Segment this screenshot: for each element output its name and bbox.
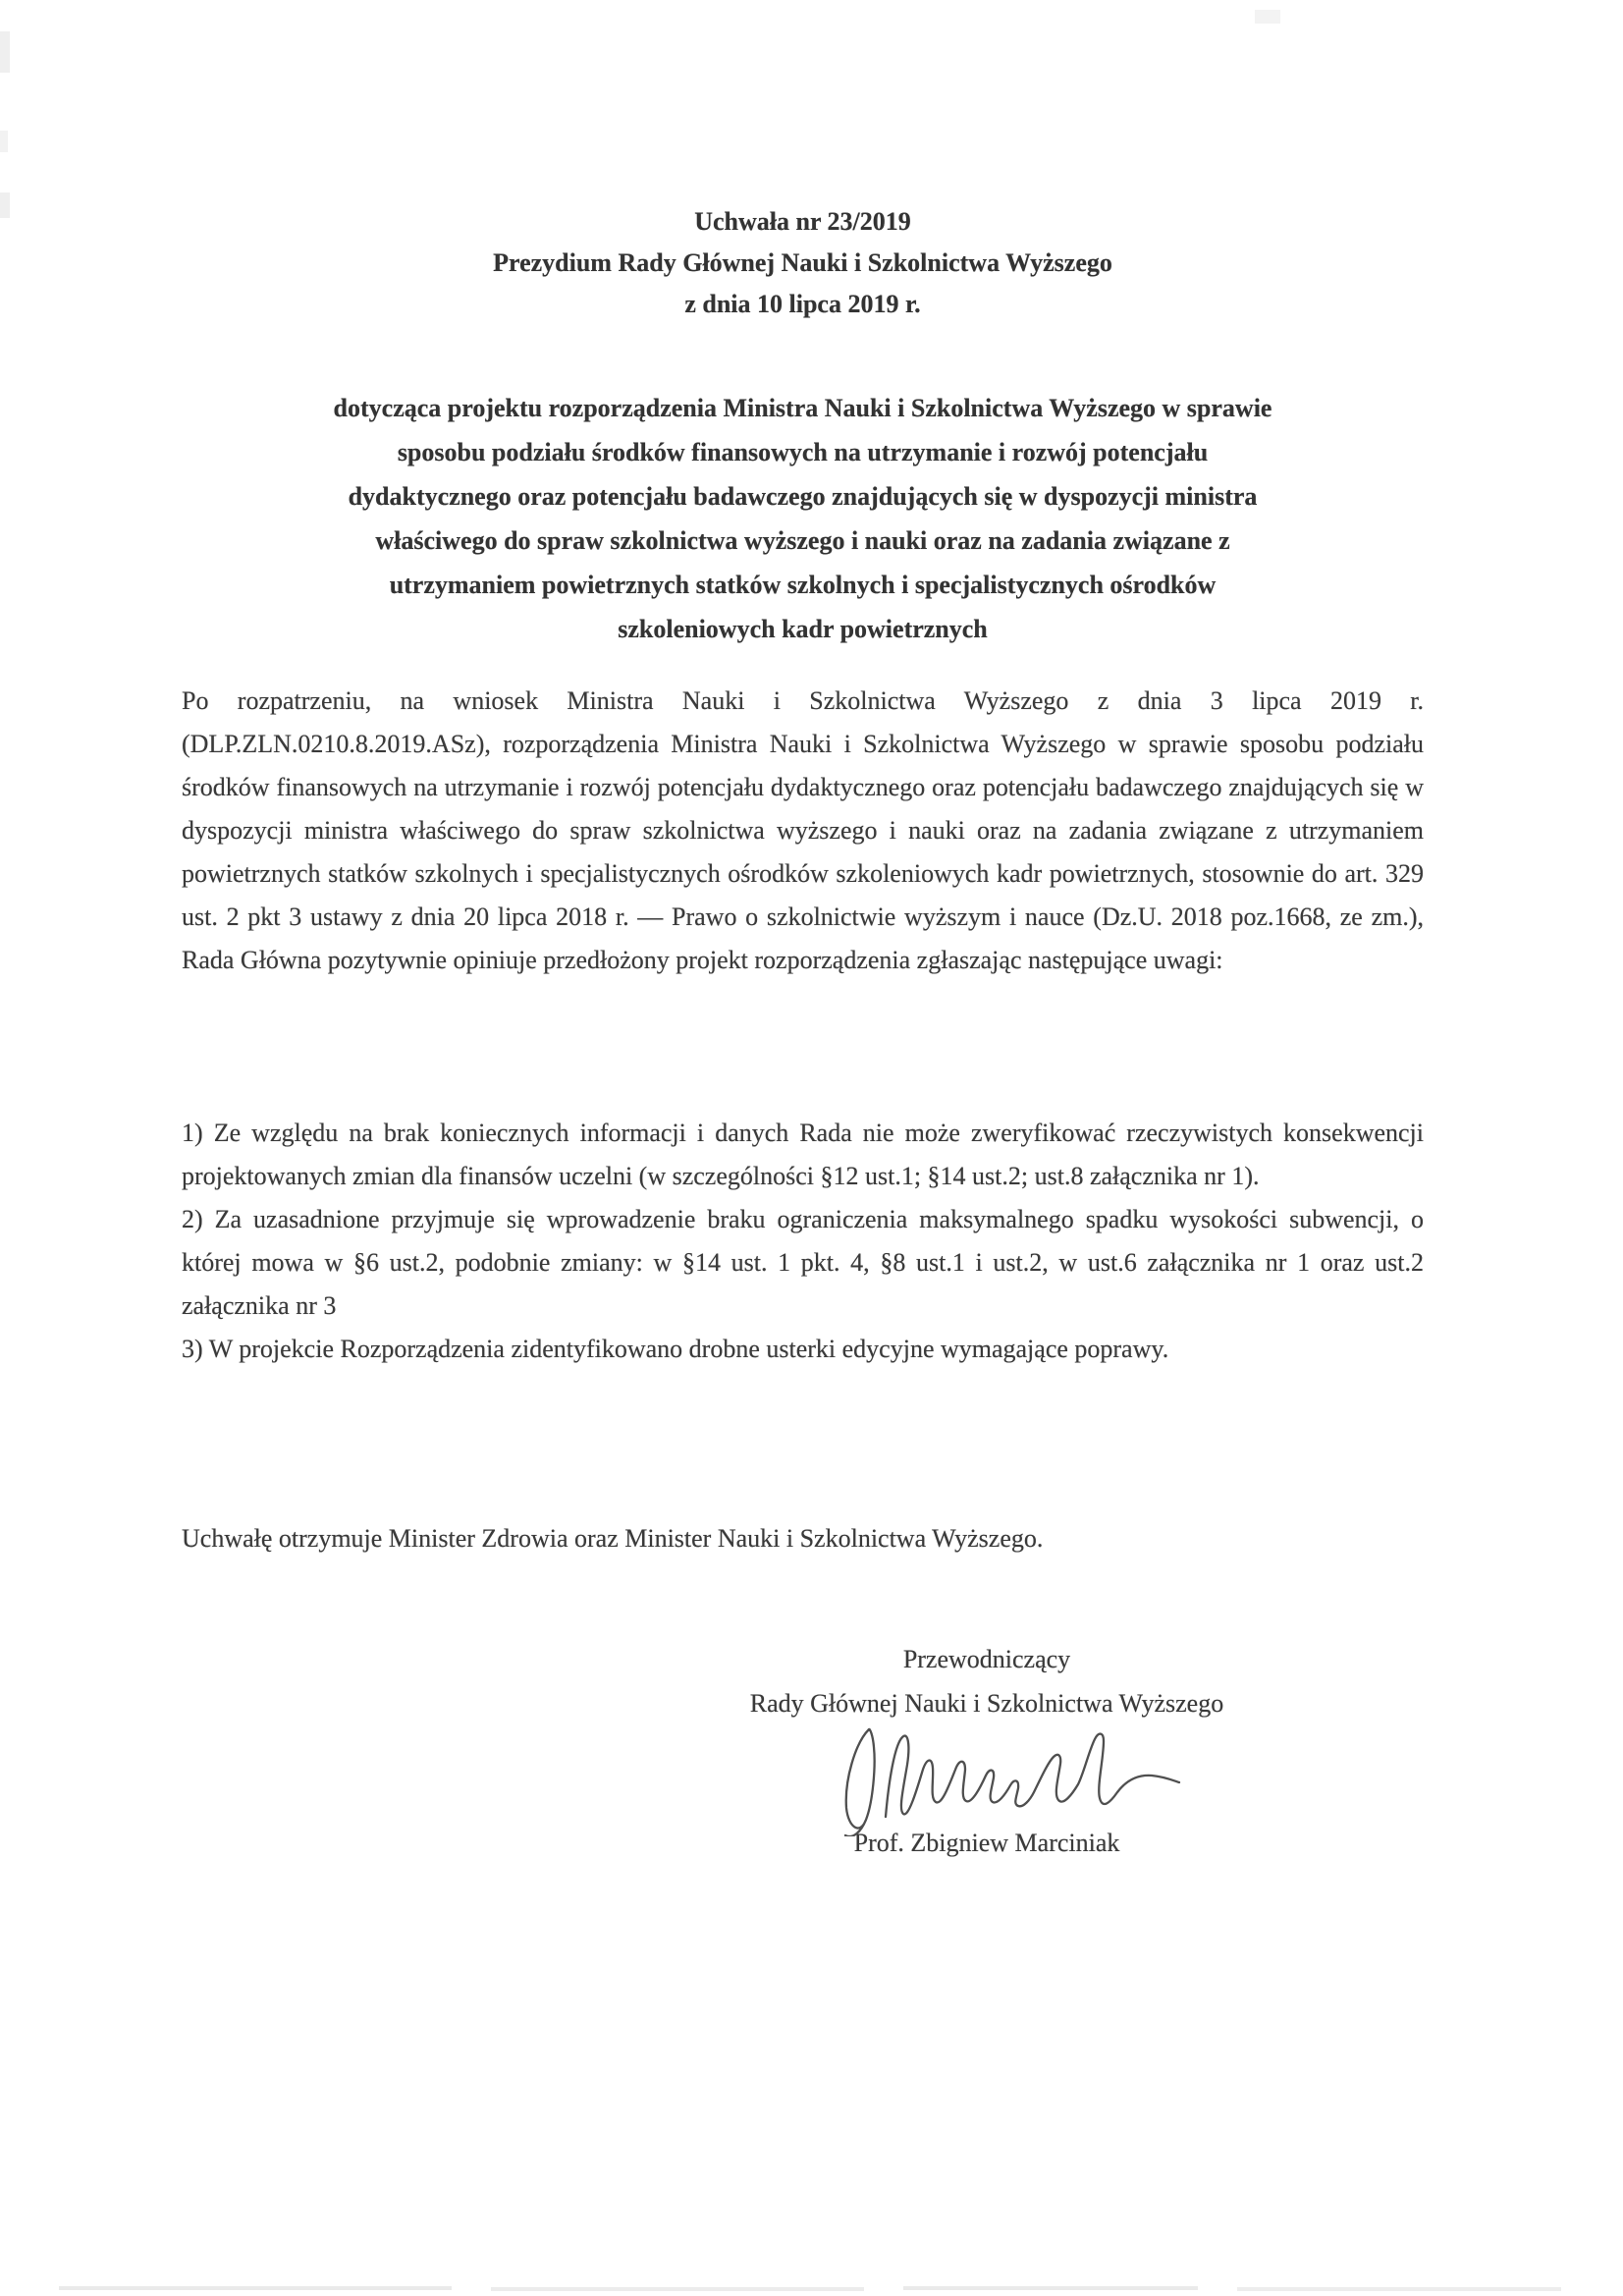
title-line-2: Prezydium Rady Głównej Nauki i Szkolnictwa Wyższego — [493, 248, 1112, 277]
scan-artifact — [1237, 2287, 1561, 2291]
scan-artifact — [59, 2286, 452, 2290]
scan-artifact — [0, 192, 10, 218]
remarks-list — [182, 1112, 1424, 1371]
signature-name: Prof. Zbigniew Marciniak — [853, 1829, 1120, 1857]
scan-artifact — [0, 31, 10, 73]
remark-item-2: 2) Za uzasadnione przyjmuje się wprowadzenie braku ograniczenia maksymalnego spadku wysokości subwencji, o której mowa w §6 ust.2, podobnie zmiany: w §14 ust. 1 pkt. 4, §8 ust.1 i ust.2, w ust.6 załącznika nr 1 oraz ust.2 załącznika nr 3 — [182, 1205, 1424, 1320]
signature-role-line-1: Przewodniczący — [902, 1645, 1071, 1673]
subject-line-2: sposobu podziału środków finansowych na utrzymanie i rozwój potencjału — [397, 438, 1209, 466]
body-paragraph: Po rozpatrzeniu, na wniosek Ministra Nauki i Szkolnictwa Wyższego z dnia 3 lipca 2019 r. (DLP.ZLN.0210.8.2019.ASz), rozporządzenia Ministra Nauki i Szkolnictwa Wyższego w sprawie sposobu podziału środków finansowych na utrzymanie i rozwój potencjału dydaktycznego oraz potencjału badawczego znajdujących się w dyspozycji ministra właściwego do spraw szkolnictwa wyższego i nauki oraz na zadania związane z utrzymaniem powietrznych statków szkolnych i specjalistycznych ośrodków szkoleniowych kadr powietrznych, stosownie do art. 329 ust. 2 pkt 3 ustawy z dnia 20 lipca 2018 r. — Prawo o szkolnictwie wyższym i nauce (Dz.U. 2018 poz.1668, ze zm.), Rada Główna pozytywnie opiniuje przedłożony projekt rozporządzenia zgłaszając następujące uwagi: — [182, 686, 1424, 974]
signature-block — [628, 1637, 1345, 1865]
title-line-1: Uchwała nr 23/2019 — [694, 207, 911, 236]
subject-line-5: utrzymaniem powietrznych statków szkolnych i specjalistycznych ośrodków — [389, 571, 1217, 599]
document-subject — [182, 386, 1424, 651]
document-title — [182, 201, 1424, 325]
signature-role-line-2: Rady Głównej Nauki i Szkolnictwa Wyższego — [749, 1689, 1224, 1718]
subject-line-4: właściwego do spraw szkolnictwa wyższego i nauki oraz na zadania związane z — [375, 526, 1230, 555]
subject-line-1: dotycząca projektu rozporządzenia Ministra Nauki i Szkolnictwa Wyższego w sprawie — [333, 394, 1272, 422]
handwritten-signature-icon — [832, 1723, 1185, 1836]
subject-line-6: szkoleniowych kadr powietrznych — [618, 615, 988, 643]
scan-artifact — [491, 2287, 864, 2291]
scan-artifact — [903, 2286, 1198, 2290]
scan-artifact — [0, 131, 8, 152]
closing-line: Uchwałę otrzymuje Minister Zdrowia oraz Minister Nauki i Szkolnictwa Wyższego. — [182, 1524, 1044, 1553]
subject-line-3: dydaktycznego oraz potencjału badawczego znajdujących się w dyspozycji ministra — [348, 482, 1258, 511]
scan-artifact — [1255, 10, 1280, 24]
remark-item-1: 1) Ze względu na brak koniecznych informacji i danych Rada nie może zweryfikować rzeczywistych konsekwencji projektowanych zmian dla finansów uczelni (w szczególności §12 ust.1; §14 ust.2; ust.8 załącznika nr 1). — [182, 1119, 1424, 1190]
title-line-3: z dnia 10 lipca 2019 r. — [684, 290, 921, 318]
remark-item-3: 3) W projekcie Rozporządzenia zidentyfikowano drobne usterki edycyjne wymagające poprawy. — [182, 1335, 1169, 1363]
